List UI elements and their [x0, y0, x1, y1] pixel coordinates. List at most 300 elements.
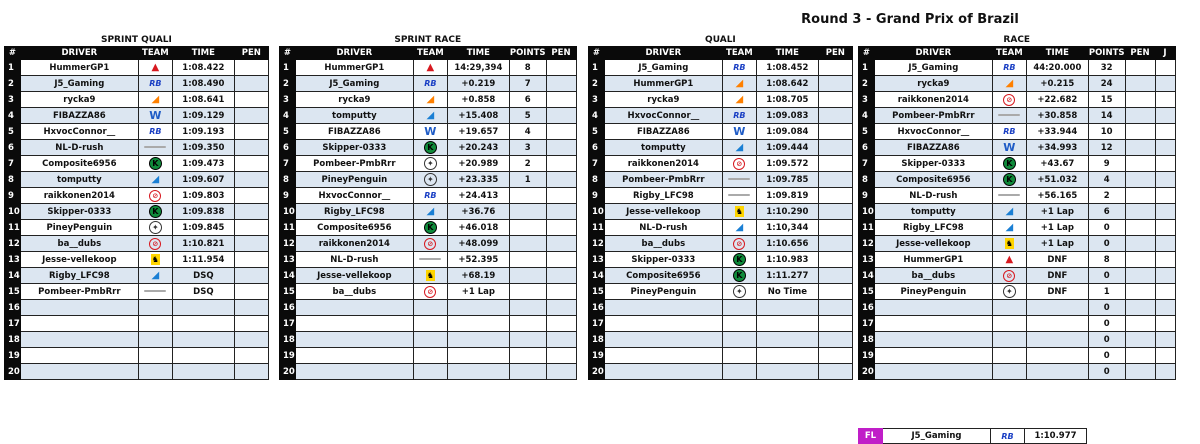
time-cell: 44:20.000: [1026, 60, 1088, 76]
team-cell: [992, 364, 1026, 380]
pen-cell: [818, 252, 852, 268]
table-row: [280, 332, 577, 348]
team-cell: [138, 156, 172, 172]
team-cell: [992, 268, 1026, 284]
pos-cell: 4: [280, 108, 296, 124]
team-cell: [722, 332, 756, 348]
pen-cell: [234, 204, 268, 220]
table-row: [589, 76, 853, 92]
haas-logo-icon: ⊘: [149, 190, 161, 202]
pen-cell: [234, 316, 268, 332]
pos-cell: 8: [589, 172, 605, 188]
pos-cell: 10: [280, 204, 296, 220]
time-cell: [172, 332, 234, 348]
driver-cell: NL-D-rush: [604, 220, 722, 236]
team-cell: [413, 76, 447, 92]
pos-cell: 1: [280, 60, 296, 76]
pen-cell: [1125, 220, 1155, 236]
pen-cell: [818, 108, 852, 124]
team-cell: [138, 108, 172, 124]
pen-cell: [818, 268, 852, 284]
sr-header-2: TEAM: [413, 47, 447, 60]
team-cell: [992, 332, 1026, 348]
pen-cell: [818, 156, 852, 172]
rb-logo-icon: RB: [733, 111, 746, 120]
r-header-3: TIME: [1026, 47, 1088, 60]
pen-cell: [1125, 268, 1155, 284]
points-cell: 5: [509, 108, 546, 124]
team-cell: [722, 300, 756, 316]
time-cell: +43.67: [1026, 156, 1088, 172]
aston-logo-icon: [419, 258, 441, 260]
driver-cell: PineyPenguin: [874, 284, 992, 300]
table-row: [280, 252, 577, 268]
driver-cell: J5_Gaming: [874, 60, 992, 76]
fastest-lap-team: [991, 429, 1025, 444]
driver-cell: [20, 316, 138, 332]
driver-cell: [604, 364, 722, 380]
table-row: [589, 92, 853, 108]
team-cell: [138, 252, 172, 268]
driver-cell: [20, 364, 138, 380]
table-row: [859, 76, 1176, 92]
driver-cell: PineyPenguin: [295, 172, 413, 188]
pen-cell: [818, 236, 852, 252]
table-row: [5, 156, 269, 172]
sauber-logo-icon: K: [1003, 157, 1016, 170]
pos-cell: 10: [589, 204, 605, 220]
points-cell: [509, 252, 546, 268]
team-cell: [413, 124, 447, 140]
williams-logo-icon: W: [424, 125, 437, 138]
pen-cell: [546, 220, 576, 236]
time-cell: +56.165: [1026, 188, 1088, 204]
driver-cell: FIBAZZA86: [604, 124, 722, 140]
team-cell: [992, 220, 1026, 236]
table-row: [859, 236, 1176, 252]
pos-cell: 1: [5, 60, 21, 76]
points-cell: 1: [509, 172, 546, 188]
race-title: RACE: [1003, 35, 1031, 45]
pos-cell: 10: [859, 204, 875, 220]
pos-cell: 16: [589, 300, 605, 316]
team-cell: [138, 268, 172, 284]
sq-header-1: DRIVER: [20, 47, 138, 60]
team-cell: [722, 92, 756, 108]
points-cell: 14: [1088, 108, 1125, 124]
pos-cell: 7: [859, 156, 875, 172]
quali-title: QUALI: [705, 35, 736, 45]
time-cell: +1 Lap: [1026, 220, 1088, 236]
pen-cell: [818, 316, 852, 332]
pos-cell: 18: [589, 332, 605, 348]
time-cell: +46.018: [447, 220, 509, 236]
points-cell: 32: [1088, 60, 1125, 76]
team-cell: [722, 252, 756, 268]
time-cell: 1:11.277: [756, 268, 818, 284]
haas-logo-icon: ⊘: [733, 238, 745, 250]
pos-cell: 15: [859, 284, 875, 300]
team-cell: [722, 140, 756, 156]
driver-cell: Skipper-0333: [20, 204, 138, 220]
pen-cell: [818, 348, 852, 364]
sq-header-0: #: [5, 47, 21, 60]
points-cell: 24: [1088, 76, 1125, 92]
points-cell: 12: [1088, 140, 1125, 156]
time-cell: 1:10.656: [756, 236, 818, 252]
q-header-0: #: [589, 47, 605, 60]
alpine-logo-icon: ◢: [735, 222, 744, 233]
table-row: [859, 332, 1176, 348]
table-row: [859, 284, 1176, 300]
team-cell: [992, 300, 1026, 316]
pen-cell: [234, 252, 268, 268]
team-cell: [413, 92, 447, 108]
pen-cell: [234, 124, 268, 140]
pen-cell: [818, 60, 852, 76]
pos-cell: 19: [589, 348, 605, 364]
rb-logo-icon: RB: [424, 79, 437, 88]
pen-cell: [1125, 284, 1155, 300]
pos-cell: 19: [5, 348, 21, 364]
pen-cell: [546, 300, 576, 316]
time-cell: [447, 300, 509, 316]
points-cell: 10: [1088, 124, 1125, 140]
team-cell: [138, 300, 172, 316]
table-row: [280, 268, 577, 284]
pos-cell: 13: [5, 252, 21, 268]
table-row: [859, 92, 1176, 108]
driver-cell: rycka9: [295, 92, 413, 108]
table-row: [589, 156, 853, 172]
driver-cell: raikkonen2014: [20, 188, 138, 204]
pen-cell: [234, 76, 268, 92]
time-cell: [756, 364, 818, 380]
pen-cell: [234, 300, 268, 316]
sq-header-3: TIME: [172, 47, 234, 60]
team-cell: [413, 204, 447, 220]
time-cell: 1:08.452: [756, 60, 818, 76]
merc-logo-icon: ✦: [424, 173, 437, 186]
table-row: [589, 364, 853, 380]
r-header-6: J: [1155, 47, 1175, 60]
pen-cell: [1125, 172, 1155, 188]
driver-cell: NL-D-rush: [295, 252, 413, 268]
table-row: [589, 252, 853, 268]
time-cell: [172, 300, 234, 316]
points-cell: 15: [1088, 92, 1125, 108]
r-header-4: POINTS: [1088, 48, 1125, 58]
time-cell: 1:09.350: [172, 140, 234, 156]
pos-cell: 6: [589, 140, 605, 156]
points-cell: 0: [1088, 348, 1125, 364]
table-row: [5, 204, 269, 220]
table-row: [280, 284, 577, 300]
driver-cell: rycka9: [604, 92, 722, 108]
sauber-logo-icon: K: [149, 205, 162, 218]
pen-cell: [234, 188, 268, 204]
pen-cell: [234, 284, 268, 300]
j-cell: [1155, 124, 1175, 140]
pen-cell: [546, 316, 576, 332]
pen-cell: [546, 156, 576, 172]
alpine-logo-icon: ◢: [1005, 206, 1014, 217]
pen-cell: [234, 364, 268, 380]
driver-cell: Pombeer-PmbRrr: [20, 284, 138, 300]
team-cell: [138, 76, 172, 92]
points-cell: 4: [509, 124, 546, 140]
time-cell: 1:09.084: [756, 124, 818, 140]
table-row: [859, 108, 1176, 124]
table-row: [589, 124, 853, 140]
team-cell: [138, 348, 172, 364]
driver-cell: ba__dubs: [20, 236, 138, 252]
pos-cell: 2: [859, 76, 875, 92]
williams-logo-icon: W: [1003, 141, 1016, 154]
team-cell: [992, 316, 1026, 332]
rb-logo-icon: RB: [1003, 127, 1016, 136]
time-cell: 1:08.422: [172, 60, 234, 76]
time-cell: [1026, 300, 1088, 316]
mclaren-logo-icon: ◢: [426, 94, 435, 105]
time-cell: 1:10.821: [172, 236, 234, 252]
pos-cell: 12: [280, 236, 296, 252]
haas-logo-icon: ⊘: [424, 286, 436, 298]
j-cell: [1155, 300, 1175, 316]
time-cell: +30.858: [1026, 108, 1088, 124]
pos-cell: 13: [859, 252, 875, 268]
driver-cell: Pombeer-PmbRrr: [874, 108, 992, 124]
pen-cell: [1125, 236, 1155, 252]
pen-cell: [234, 140, 268, 156]
table-row: [589, 332, 853, 348]
time-cell: [447, 332, 509, 348]
time-cell: +20.989: [447, 156, 509, 172]
points-cell: 0: [1088, 332, 1125, 348]
table-row: [280, 188, 577, 204]
table-row: [859, 220, 1176, 236]
points-cell: 7: [509, 76, 546, 92]
aston-logo-icon: [728, 178, 750, 180]
team-cell: [992, 140, 1026, 156]
pen-cell: [1125, 156, 1155, 172]
driver-cell: Composite6956: [604, 268, 722, 284]
team-cell: [413, 236, 447, 252]
team-cell: [992, 60, 1026, 76]
time-cell: [756, 300, 818, 316]
pos-cell: 14: [589, 268, 605, 284]
table-row: [5, 108, 269, 124]
pen-cell: [546, 60, 576, 76]
table-row: [859, 156, 1176, 172]
points-cell: 0: [1088, 300, 1125, 316]
fastest-lap-label: FL: [859, 429, 883, 444]
pos-cell: 4: [589, 108, 605, 124]
table-row: [5, 220, 269, 236]
j-cell: [1155, 108, 1175, 124]
table-row: [5, 332, 269, 348]
pen-cell: [546, 92, 576, 108]
driver-cell: raikkonen2014: [604, 156, 722, 172]
j-cell: [1155, 188, 1175, 204]
table-row: [589, 284, 853, 300]
points-cell: [509, 220, 546, 236]
pen-cell: [1125, 108, 1155, 124]
driver-cell: ba__dubs: [874, 268, 992, 284]
pos-cell: 4: [5, 108, 21, 124]
alpine-logo-icon: ◢: [151, 270, 160, 281]
time-cell: DNF: [1026, 284, 1088, 300]
pos-cell: 12: [859, 236, 875, 252]
time-cell: +0.215: [1026, 76, 1088, 92]
team-cell: [722, 172, 756, 188]
driver-cell: tomputty: [604, 140, 722, 156]
table-row: [280, 124, 577, 140]
r-header-5: PEN: [1125, 47, 1155, 60]
pos-cell: 11: [859, 220, 875, 236]
ferrari-logo-icon: ♞: [426, 271, 434, 280]
sr-header-5: PEN: [546, 47, 576, 60]
driver-cell: raikkonen2014: [295, 236, 413, 252]
aston-logo-icon: [144, 146, 166, 148]
j-cell: [1155, 220, 1175, 236]
pos-cell: 11: [589, 220, 605, 236]
sauber-logo-icon: K: [733, 253, 746, 266]
driver-cell: [874, 364, 992, 380]
points-cell: 0: [1088, 364, 1125, 380]
table-row: [5, 188, 269, 204]
time-cell: 1:09.803: [172, 188, 234, 204]
points-cell: [509, 236, 546, 252]
team-cell: [722, 236, 756, 252]
pen-cell: [546, 364, 576, 380]
pen-cell: [818, 124, 852, 140]
team-cell: [722, 108, 756, 124]
time-cell: +1 Lap: [447, 284, 509, 300]
pen-cell: [546, 332, 576, 348]
team-cell: [992, 156, 1026, 172]
driver-cell: tomputty: [20, 172, 138, 188]
pos-cell: 5: [859, 124, 875, 140]
pen-cell: [1125, 188, 1155, 204]
sprint-race-title: SPRINT RACE: [394, 35, 462, 45]
table-row: [280, 172, 577, 188]
pen-cell: [546, 140, 576, 156]
fastest-lap-box: [858, 428, 1087, 444]
pen-cell: [1125, 92, 1155, 108]
driver-cell: HxvocConnor__: [20, 124, 138, 140]
pos-cell: 9: [5, 188, 21, 204]
pen-cell: [234, 348, 268, 364]
time-cell: No Time: [756, 284, 818, 300]
quali-table: [588, 46, 853, 380]
pen-cell: [546, 204, 576, 220]
pos-cell: 3: [5, 92, 21, 108]
r-header-0: #: [859, 47, 875, 60]
time-cell: [172, 348, 234, 364]
team-cell: [138, 172, 172, 188]
time-cell: +1 Lap: [1026, 204, 1088, 220]
table-row: [280, 364, 577, 380]
mclaren-logo-icon: ◢: [735, 94, 744, 105]
driver-cell: Pombeer-PmbRrr: [604, 172, 722, 188]
pos-cell: 9: [589, 188, 605, 204]
time-cell: +34.993: [1026, 140, 1088, 156]
pen-cell: [1125, 316, 1155, 332]
driver-cell: HxvocConnor__: [874, 124, 992, 140]
table-row: [5, 236, 269, 252]
pos-cell: 5: [5, 124, 21, 140]
time-cell: +24.413: [447, 188, 509, 204]
pos-cell: 3: [280, 92, 296, 108]
driver-cell: Jesse-vellekoop: [874, 236, 992, 252]
table-row: [589, 220, 853, 236]
driver-cell: HxvocConnor__: [295, 188, 413, 204]
time-cell: 1:09.444: [756, 140, 818, 156]
pen-cell: [1125, 252, 1155, 268]
driver-cell: [874, 332, 992, 348]
table-row: [280, 300, 577, 316]
driver-cell: [295, 332, 413, 348]
table-row: [5, 92, 269, 108]
team-cell: [413, 316, 447, 332]
pos-cell: 14: [5, 268, 21, 284]
driver-cell: Jesse-vellekoop: [604, 204, 722, 220]
quali-section: [588, 34, 853, 380]
pen-cell: [546, 124, 576, 140]
time-cell: +0.219: [447, 76, 509, 92]
race-table: [858, 46, 1176, 380]
sauber-logo-icon: K: [733, 269, 746, 282]
merc-logo-icon: ✦: [149, 221, 162, 234]
time-cell: 1:09.838: [172, 204, 234, 220]
time-cell: [756, 348, 818, 364]
pos-cell: 8: [859, 172, 875, 188]
points-cell: 9: [1088, 156, 1125, 172]
sprint-race-section: [279, 34, 577, 380]
team-cell: [722, 204, 756, 220]
pos-cell: 17: [280, 316, 296, 332]
driver-cell: Skipper-0333: [295, 140, 413, 156]
race-section: [858, 34, 1176, 380]
table-row: [280, 76, 577, 92]
time-cell: +33.944: [1026, 124, 1088, 140]
fastest-lap-time: 1:10.977: [1025, 429, 1087, 444]
points-cell: 6: [1088, 204, 1125, 220]
team-cell: [413, 364, 447, 380]
pos-cell: 17: [589, 316, 605, 332]
table-row: [589, 60, 853, 76]
time-cell: DSQ: [172, 284, 234, 300]
time-cell: +48.099: [447, 236, 509, 252]
ferrari-logo-icon: ♞: [151, 255, 159, 264]
driver-cell: FIBAZZA86: [20, 108, 138, 124]
sq-header-4: PEN: [234, 47, 268, 60]
team-cell: [722, 364, 756, 380]
sq-header-2: TEAM: [138, 47, 172, 60]
time-cell: +15.408: [447, 108, 509, 124]
team-cell: [722, 348, 756, 364]
time-cell: [756, 316, 818, 332]
table-row: [589, 172, 853, 188]
table-row: [280, 236, 577, 252]
williams-logo-icon: W: [149, 109, 162, 122]
time-cell: +23.335: [447, 172, 509, 188]
aston-logo-icon: [998, 194, 1020, 196]
pen-cell: [546, 76, 576, 92]
driver-cell: [295, 316, 413, 332]
team-cell: [722, 124, 756, 140]
